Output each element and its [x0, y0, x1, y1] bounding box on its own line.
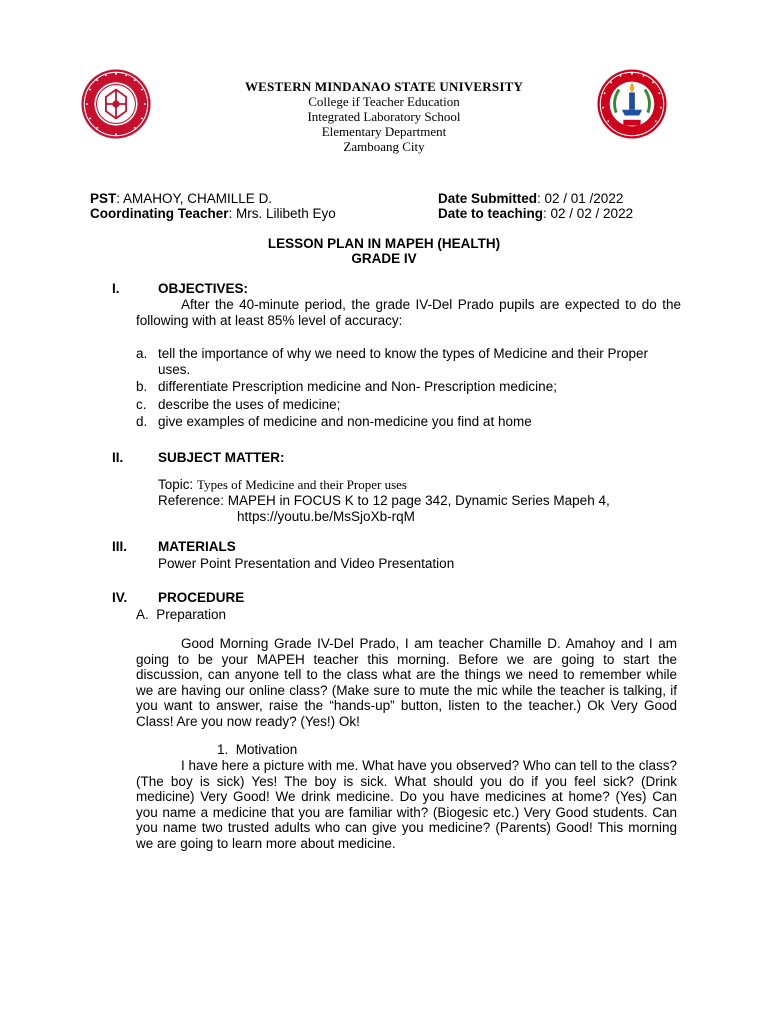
coordinating-teacher-label: Coordinating Teacher: [90, 206, 229, 221]
school-name: Integrated Laboratory School: [307, 109, 461, 124]
topic-label: Topic:: [158, 477, 198, 492]
reference-url: https://youtu.be/MsSjoXb-rqM: [237, 509, 415, 524]
reference-line: Reference: MAPEH in FOCUS K to 12 page 342, Dynamic Series Mapeh 4,: [158, 493, 610, 508]
preparation-paragraph: Good Morning Grade IV-Del Prado, I am teacher Chamille D. Amahoy and I am going to be your MAPEH teacher this morning. Before we are going to start the discussion, can anyone tell to the class what are the things we need to remember while we are having our online class? (Make sure to mute the mic while the teacher is talking, if you want to answer, raise the “hands-up” button, listen to the teacher.) Ok Very Good Class! Are you now ready? (Yes!) Ok!: [136, 636, 677, 729]
materials-text: Power Point Presentation and Video Presentation: [158, 556, 455, 571]
letterhead: [150, 79, 618, 154]
motivation-subheading: 1. Motivation: [217, 742, 298, 757]
city-name: Zamboang City: [343, 139, 425, 154]
objectives-number: I.: [112, 281, 120, 296]
list-item-text: describe the uses of medicine;: [158, 396, 341, 412]
procedure-number: IV.: [112, 590, 128, 605]
title-line-1: LESSON PLAN IN MAPEH (HEALTH): [267, 236, 501, 251]
objectives-list: [136, 346, 681, 432]
title-line-2: GRADE IV: [351, 251, 417, 266]
list-item: [136, 379, 681, 395]
pst-value: : AMAHOY, CHAMILLE D.: [116, 191, 273, 206]
date-submitted-value: : 02 / 01 /2022: [537, 191, 624, 206]
department-name: Elementary Department: [321, 124, 447, 139]
college-name: College if Teacher Education: [308, 94, 460, 109]
topic-line: [158, 477, 407, 493]
lesson-plan-title: [0, 236, 768, 266]
objectives-heading: OBJECTIVES:: [158, 281, 249, 296]
date-teaching-line: [438, 206, 633, 221]
list-item: [136, 414, 681, 430]
date-submitted-label: Date Submitted: [438, 191, 538, 206]
list-item: [136, 397, 681, 413]
subject-matter-heading: SUBJECT MATTER:: [158, 450, 285, 465]
pst-line: [90, 191, 272, 206]
list-marker: c.: [136, 396, 147, 412]
materials-number: III.: [112, 539, 128, 554]
topic-value: Types of Medicine and their Proper uses: [197, 477, 407, 492]
list-item: [136, 346, 681, 377]
list-item-text: differentiate Prescription medicine and Non- Prescription medicine;: [158, 379, 557, 394]
pst-label: PST: [90, 191, 117, 206]
ils-seal-icon: [596, 68, 668, 140]
date-submitted-line: [438, 191, 623, 206]
coordinating-teacher-value: : Mrs. Lilibeth Eyo: [228, 206, 336, 221]
materials-heading: MATERIALS: [158, 539, 236, 554]
motivation-paragraph: I have here a picture with me. What have you observed? Who can tell to the class? (The boy is sick) Yes! The boy is sick. What should you do if you feel sick? (Drink medicine) Very Good! We drink medicine. Do you have medicines at home? (Yes) Can you name a medicine that you are familiar with? (Biogesic etc.) Very Good students. Can you name two trusted adults who can give you medicine? (Parents) Good! This morning we are going to learn more about medicine.: [136, 758, 677, 851]
list-marker: a.: [136, 346, 148, 361]
subject-matter-number: II.: [112, 450, 124, 465]
date-teaching-value: : 02 / 02 / 2022: [543, 206, 634, 221]
wmsu-seal-icon: [80, 68, 152, 140]
date-teaching-label: Date to teaching: [438, 206, 544, 221]
list-marker: b.: [136, 379, 148, 394]
preparation-subheading: A. Preparation: [136, 607, 227, 622]
list-item-text: give examples of medicine and non-medicine you find at home: [158, 414, 532, 429]
university-name: WESTERN MINDANAO STATE UNIVERSITY: [244, 79, 524, 94]
objectives-intro: After the 40-minute period, the grade IV-Del Prado pupils are expected to do the following with at least 85% level of accuracy:: [136, 297, 681, 328]
list-item-text: tell the importance of why we need to know the types of Medicine and their Proper uses.: [158, 346, 649, 377]
procedure-heading: PROCEDURE: [158, 590, 245, 605]
list-marker: d.: [136, 414, 148, 429]
coordinating-teacher-line: [90, 206, 336, 221]
